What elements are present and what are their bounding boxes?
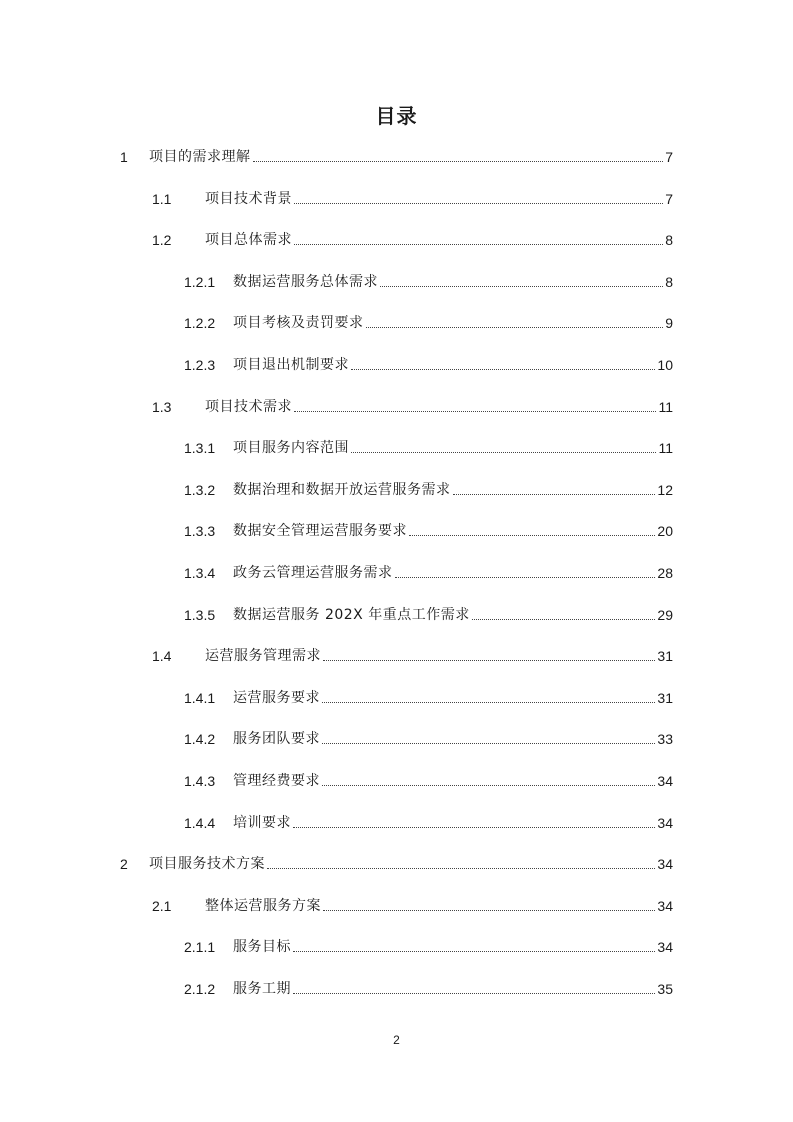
toc-dot-leader	[322, 767, 655, 786]
toc-entry[interactable]	[184, 724, 673, 748]
toc-dot-leader	[267, 850, 655, 869]
toc-entry[interactable]	[184, 516, 673, 540]
toc-dot-leader	[351, 434, 656, 453]
toc-entry[interactable]	[152, 184, 673, 208]
toc-entry-number: 1.3.3	[184, 523, 216, 539]
toc-entry-title: 数据治理和数据开放运营服务需求	[233, 482, 451, 498]
toc-entry-number: 1.2.1	[184, 274, 216, 290]
toc-entry-title: 项目技术背景	[205, 191, 292, 207]
toc-entry-number: 1.2.3	[184, 357, 216, 373]
toc-entry-title: 项目的需求理解	[149, 149, 251, 165]
toc-entry-number: 1.1	[152, 191, 172, 207]
toc-entry-page: 8	[665, 274, 673, 290]
toc-entry-number: 1.2	[152, 232, 172, 248]
toc-entry-page: 7	[665, 149, 673, 165]
toc-entry-number: 1.3	[152, 399, 172, 415]
toc-entry-page: 29	[657, 607, 673, 623]
toc-entry-number: 1.4.3	[184, 773, 216, 789]
toc-entry[interactable]	[152, 225, 673, 249]
toc-entry[interactable]	[120, 142, 673, 166]
toc-entry[interactable]	[184, 683, 673, 707]
toc-entry-title: 项目服务内容范围	[233, 440, 349, 456]
toc-entry[interactable]	[184, 267, 673, 291]
toc-entry-number: 1.3.2	[184, 482, 216, 498]
toc-entry[interactable]	[184, 475, 673, 499]
toc-entry[interactable]	[184, 308, 673, 332]
toc-dot-leader	[323, 642, 655, 661]
toc-dot-leader	[294, 393, 656, 412]
toc-dot-leader	[395, 559, 656, 578]
toc-dot-leader	[351, 351, 655, 370]
toc-dot-leader	[453, 476, 656, 495]
toc-entry-page: 34	[657, 856, 673, 872]
toc-entry-title: 数据安全管理运营服务要求	[233, 523, 407, 539]
toc-entry-page: 34	[657, 815, 673, 831]
toc-entry-page: 20	[657, 523, 673, 539]
toc-entry[interactable]	[184, 433, 673, 457]
toc-entry-page: 34	[657, 898, 673, 914]
toc-entry[interactable]	[152, 641, 673, 665]
toc-entry-page: 12	[657, 482, 673, 498]
toc-entry[interactable]	[184, 766, 673, 790]
toc-entry-page: 33	[657, 731, 673, 747]
toc-entry-number: 2.1	[152, 898, 172, 914]
toc-entry-number: 1.3.5	[184, 607, 216, 623]
toc-entry-title: 运营服务要求	[233, 690, 320, 706]
toc-dot-leader	[293, 933, 655, 952]
toc-entry-number: 1.2.2	[184, 315, 216, 331]
toc-entry-title: 项目考核及责罚要求	[233, 315, 364, 331]
toc-dot-leader	[253, 143, 664, 162]
toc-entry-page: 35	[657, 981, 673, 997]
toc-entry-page: 34	[657, 773, 673, 789]
toc-entry-page: 10	[657, 357, 673, 373]
toc-entry-page: 8	[665, 232, 673, 248]
toc-entry-number: 1.4.2	[184, 731, 216, 747]
toc-entry[interactable]	[184, 932, 673, 956]
page-title: 目录	[375, 104, 418, 128]
toc-entry-title: 项目服务技术方案	[149, 856, 265, 872]
toc-entry-page: 11	[658, 399, 673, 415]
toc-dot-leader	[366, 309, 664, 328]
toc-entry[interactable]	[152, 392, 673, 416]
toc-entry-number: 1	[120, 149, 128, 165]
toc-entry-page: 34	[657, 939, 673, 955]
toc-entry[interactable]	[184, 808, 673, 832]
toc-entry-title: 服务目标	[233, 939, 291, 955]
toc-entry-title: 项目技术需求	[205, 399, 292, 415]
toc-entry-number: 2	[120, 856, 128, 872]
toc-entry[interactable]	[184, 974, 673, 998]
toc-entry-title: 服务工期	[233, 981, 291, 997]
toc-entry-title: 项目总体需求	[205, 232, 292, 248]
toc-entry-title: 政务云管理运营服务需求	[233, 565, 393, 581]
toc-dot-leader	[472, 601, 656, 620]
toc-entry-title: 服务团队要求	[233, 731, 320, 747]
toc-entry[interactable]	[152, 891, 673, 915]
toc-dot-leader	[380, 268, 663, 287]
toc-entry-number: 1.4.1	[184, 690, 216, 706]
toc-dot-leader	[409, 517, 655, 536]
toc-entry-title: 运营服务管理需求	[205, 648, 321, 664]
toc-dot-leader	[293, 809, 655, 828]
toc-entry-title: 数据运营服务 202X 年重点工作需求	[233, 607, 470, 623]
toc-entry-title: 整体运营服务方案	[205, 898, 321, 914]
toc-entry-page: 31	[657, 648, 673, 664]
toc-dot-leader	[322, 725, 655, 744]
toc-dot-leader	[293, 975, 655, 994]
toc-entry-number: 1.4	[152, 648, 172, 664]
toc-entry-title: 项目退出机制要求	[233, 357, 349, 373]
toc-entry-number: 1.4.4	[184, 815, 216, 831]
toc-entry-number: 2.1.2	[184, 981, 216, 997]
toc-dot-leader	[323, 892, 655, 911]
toc-dot-leader	[294, 226, 663, 245]
toc-entry-title: 管理经费要求	[233, 773, 320, 789]
toc-entry-title: 培训要求	[233, 815, 291, 831]
toc-entry[interactable]	[184, 350, 673, 374]
toc-entry-title: 数据运营服务总体需求	[233, 274, 378, 290]
toc-entry[interactable]	[184, 558, 673, 582]
toc-entry-page: 7	[665, 191, 673, 207]
toc-entry-number: 2.1.1	[184, 939, 216, 955]
toc-entry[interactable]	[184, 600, 673, 624]
toc-entry[interactable]	[120, 849, 673, 873]
toc-entry-number: 1.3.4	[184, 565, 216, 581]
toc-entry-page: 11	[658, 440, 673, 456]
toc-entry-number: 1.3.1	[184, 440, 216, 456]
toc-entry-page: 28	[657, 565, 673, 581]
toc-entry-page: 31	[657, 690, 673, 706]
toc-dot-leader	[294, 185, 663, 204]
page-number: 2	[393, 1033, 400, 1047]
toc-dot-leader	[322, 684, 655, 703]
toc-entry-page: 9	[665, 315, 673, 331]
